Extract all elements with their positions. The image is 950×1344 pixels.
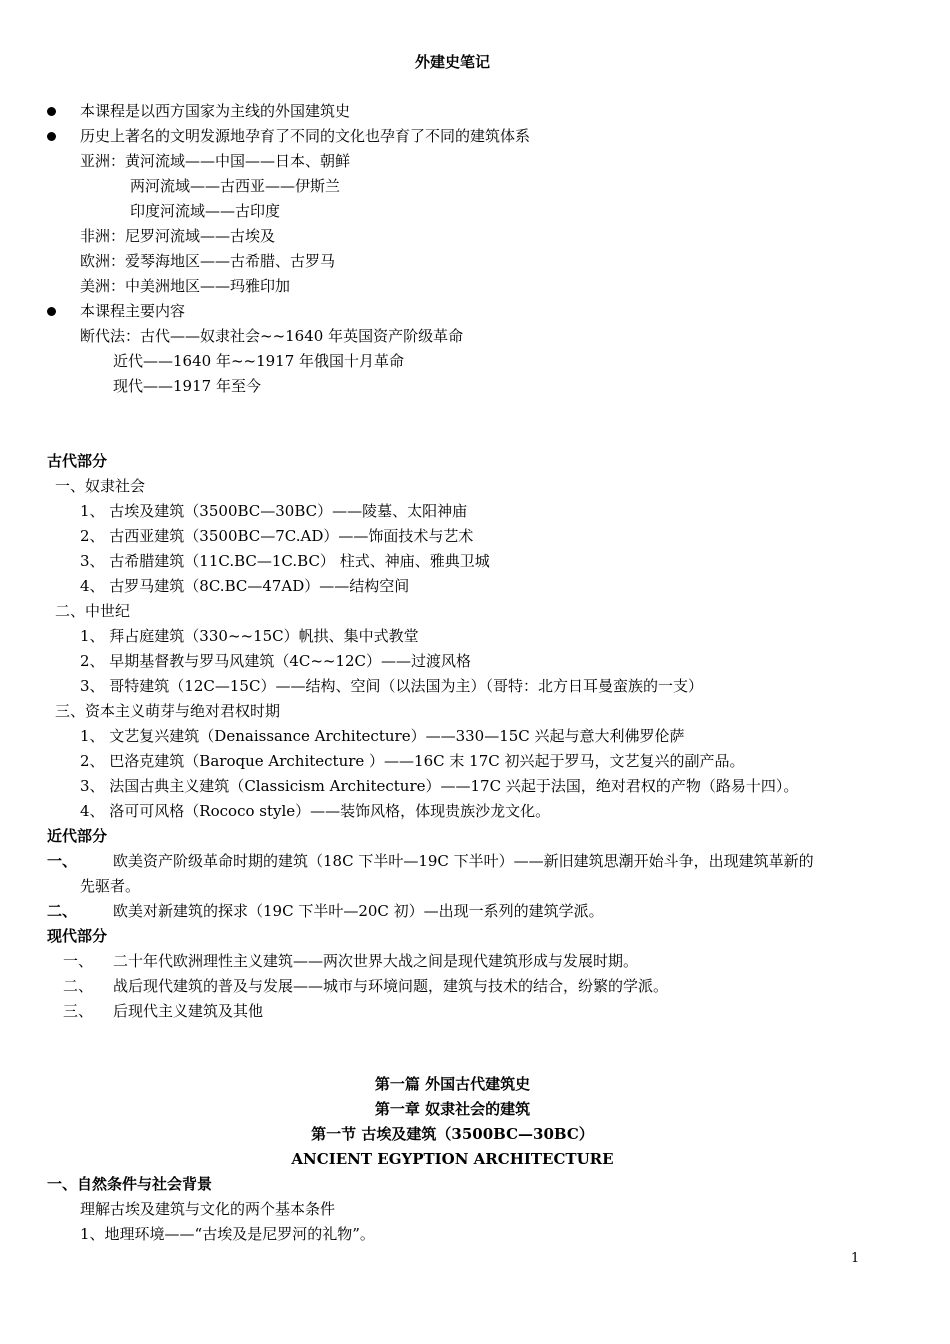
bullet-dot-icon <box>47 107 56 116</box>
section-title: 第一节 古埃及建筑（3500BC—30BC） <box>311 1125 594 1143</box>
list-item: 3、 法国古典主义建筑（Classicism Architecture）——17C 兴起于法国，绝对君权的产物（路易十四）。 <box>80 777 799 795</box>
bullet-item: 本课程主要内容 <box>80 302 186 320</box>
text-line: 断代法：古代——奴隶社会~~1640 年英国资产阶级革命 <box>80 327 464 345</box>
list-item: 欧美对新建筑的探求（19C 下半叶—20C 初）—出现一系列的建筑学派。 <box>113 902 604 920</box>
text-line: 印度河流域——古印度 <box>130 202 281 220</box>
list-item-continuation: 先驱者。 <box>80 877 141 895</box>
text-line: 非洲：尼罗河流域——古埃及 <box>80 227 276 245</box>
bullet-item: 本课程是以西方国家为主线的外国建筑史 <box>80 102 351 120</box>
section-heading: 近代部分 <box>47 827 108 845</box>
text-line: 现代——1917 年至今 <box>113 377 261 395</box>
list-item: 3、 古希腊建筑（11C.BC—1C.BC） 柱式、神庙、雅典卫城 <box>80 552 490 570</box>
section-heading: 古代部分 <box>47 452 108 470</box>
bullet-dot-icon <box>47 132 56 141</box>
bullet-dot-icon <box>47 307 56 316</box>
list-item: 2、 早期基督教与罗马风建筑（4C~~12C）——过渡风格 <box>80 652 472 670</box>
list-number: 三、 <box>63 1002 94 1020</box>
list-number: 二、 <box>63 977 94 995</box>
list-item: 2、 巴洛克建筑（Baroque Architecture ）——16C 末 17C 初兴起于罗马，文艺复兴的副产品。 <box>80 752 745 770</box>
list-item: 1、 拜占庭建筑（330~~15C）帆拱、集中式教堂 <box>80 627 419 645</box>
paragraph: 理解古埃及建筑与文化的两个基本条件 <box>80 1200 336 1218</box>
list-item: 4、 洛可可风格（Rococo style）——装饰风格，体现贵族沙龙文化。 <box>80 802 551 820</box>
page-number: 1 <box>851 1251 860 1266</box>
list-number: 一、 <box>63 952 94 970</box>
list-item: 欧美资产阶级革命时期的建筑（18C 下半叶—19C 下半叶）——新旧建筑思潮开始斗争，出现建筑革新的 <box>113 852 814 870</box>
paragraph: 1、地理环境——“古埃及是尼罗河的礼物”。 <box>80 1225 375 1243</box>
list-item: 1、 古埃及建筑（3500BC—30BC）——陵墓、太阳神庙 <box>80 502 468 520</box>
subheading: 一、奴隶社会 <box>55 477 146 495</box>
section-title-english: ANCIENT EGYPTION ARCHITECTURE <box>291 1150 614 1168</box>
subheading: 三、资本主义萌芽与绝对君权时期 <box>55 702 281 720</box>
list-item: 二十年代欧洲理性主义建筑——两次世界大战之间是现代建筑形成与发展时期。 <box>113 952 639 970</box>
list-item: 4、 古罗马建筑（8C.BC—47AD）——结构空间 <box>80 577 410 595</box>
chapter-title: 第一章 奴隶社会的建筑 <box>374 1100 531 1118</box>
subheading: 二、中世纪 <box>55 602 131 620</box>
list-number: 一、 <box>47 852 78 870</box>
text-line: 两河流域——古西亚——伊斯兰 <box>130 177 341 195</box>
text-line: 近代——1640 年~~1917 年俄国十月革命 <box>113 352 405 370</box>
section-heading: 现代部分 <box>47 927 108 945</box>
part-title: 第一篇 外国古代建筑史 <box>374 1075 531 1093</box>
text-line: 欧洲：爱琴海地区——古希腊、古罗马 <box>80 252 336 270</box>
text-line: 美洲：中美洲地区——玛雅印加 <box>80 277 291 295</box>
list-item: 2、 古西亚建筑（3500BC—7C.AD）——饰面技术与艺术 <box>80 527 474 545</box>
list-item: 3、 哥特建筑（12C—15C）——结构、空间（以法国为主）（哥特：北方日耳曼蛮族的一支） <box>80 677 703 695</box>
doc-title: 外建史笔记 <box>414 53 490 71</box>
bullet-item: 历史上著名的文明发源地孕育了不同的文化也孕育了不同的建筑体系 <box>80 127 531 145</box>
subsection-heading: 一、自然条件与社会背景 <box>47 1175 213 1193</box>
list-number: 二、 <box>47 902 78 920</box>
text-line: 亚洲：黄河流域——中国——日本、朝鲜 <box>80 152 351 170</box>
list-item: 战后现代建筑的普及与发展——城市与环境问题，建筑与技术的结合，纷繁的学派。 <box>113 977 669 995</box>
list-item: 后现代主义建筑及其他 <box>113 1002 264 1020</box>
list-item: 1、 文艺复兴建筑（Denaissance Architecture）——330—15C 兴起与意大利佛罗伦萨 <box>80 727 685 745</box>
